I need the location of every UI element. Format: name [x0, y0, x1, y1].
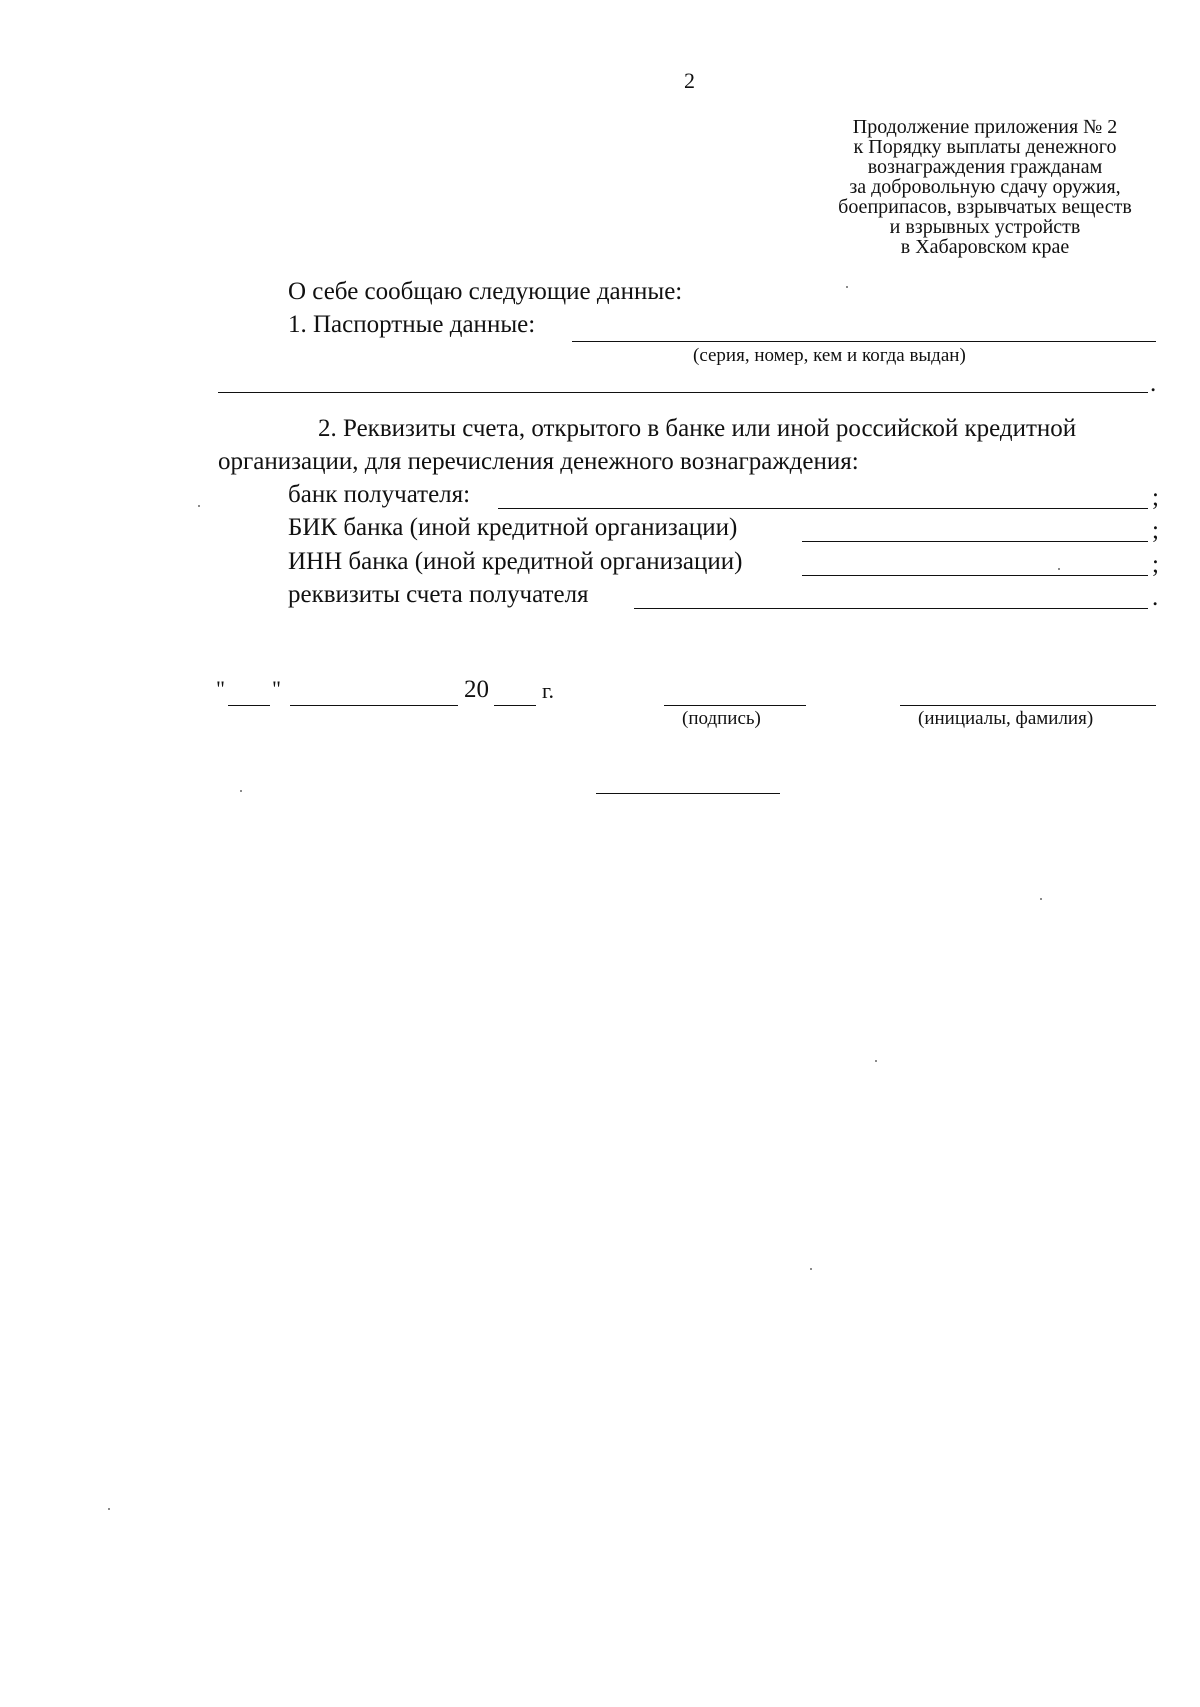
closing-separator	[596, 793, 780, 794]
scan-speck	[846, 286, 848, 288]
header-line: боеприпасов, взрывчатых веществ	[838, 196, 1132, 218]
scan-speck	[240, 790, 242, 792]
account-end-mark: .	[1152, 584, 1159, 611]
name-field-line[interactable]	[900, 705, 1156, 706]
scan-speck	[108, 1508, 110, 1510]
bik-label: БИК банка (иной кредитной организации)	[288, 514, 738, 541]
inn-field-line[interactable]	[802, 575, 1148, 576]
month-field-line[interactable]	[290, 705, 458, 706]
header-line: за добровольную сдачу оружия,	[849, 176, 1121, 198]
header-line: и взрывных устройств	[889, 216, 1081, 238]
scan-speck	[875, 1060, 877, 1062]
bik-end-mark: ;	[1152, 517, 1159, 544]
signature-field-line[interactable]	[664, 705, 806, 706]
account-field-line[interactable]	[634, 608, 1148, 609]
bik-field-line[interactable]	[802, 541, 1148, 542]
scan-speck	[810, 1268, 812, 1270]
intro-text: О себе сообщаю следующие данные:	[288, 278, 683, 305]
bank-name-field-line[interactable]	[498, 508, 1148, 509]
bank-name-label: банк получателя:	[288, 481, 471, 508]
scan-speck	[1058, 568, 1060, 570]
day-field-line[interactable]	[228, 705, 270, 706]
scan-speck	[1040, 898, 1042, 900]
inn-label: ИНН банка (иной кредитной организации)	[288, 548, 743, 575]
date-quote-close: "	[272, 676, 281, 701]
account-label: реквизиты счета получателя	[288, 581, 589, 608]
passport-label: 1. Паспортные данные:	[288, 311, 536, 338]
name-hint: (инициалы, фамилия)	[918, 708, 1094, 729]
header-line: в Хабаровском крае	[900, 236, 1070, 258]
header-line: Продолжение приложения № 2	[852, 116, 1118, 138]
bank-name-end-mark: ;	[1152, 484, 1159, 511]
year-field-line[interactable]	[494, 705, 536, 706]
passport-field-line[interactable]	[572, 341, 1156, 342]
signature-hint: (подпись)	[682, 708, 761, 729]
page-number: 2	[684, 68, 695, 93]
scan-speck	[198, 505, 200, 507]
bank-paragraph-line1: 2. Реквизиты счета, открытого в банке или иной российской кредитной	[318, 415, 1077, 442]
year-prefix: 20	[464, 676, 489, 703]
bank-paragraph-line2: организации, для перечисления денежного вознаграждения:	[218, 448, 859, 475]
header-line: вознаграждения гражданам	[867, 156, 1103, 178]
date-quote-open: "	[216, 676, 225, 701]
header-line: к Порядку выплаты денежного	[853, 136, 1117, 158]
inn-end-mark: ;	[1152, 551, 1159, 578]
year-suffix: г.	[542, 678, 555, 703]
passport-hint: (серия, номер, кем и когда выдан)	[693, 345, 966, 366]
passport-field-line-2[interactable]	[218, 392, 1148, 393]
passport-end-mark: .	[1150, 370, 1157, 397]
appendix-header	[790, 117, 1180, 257]
